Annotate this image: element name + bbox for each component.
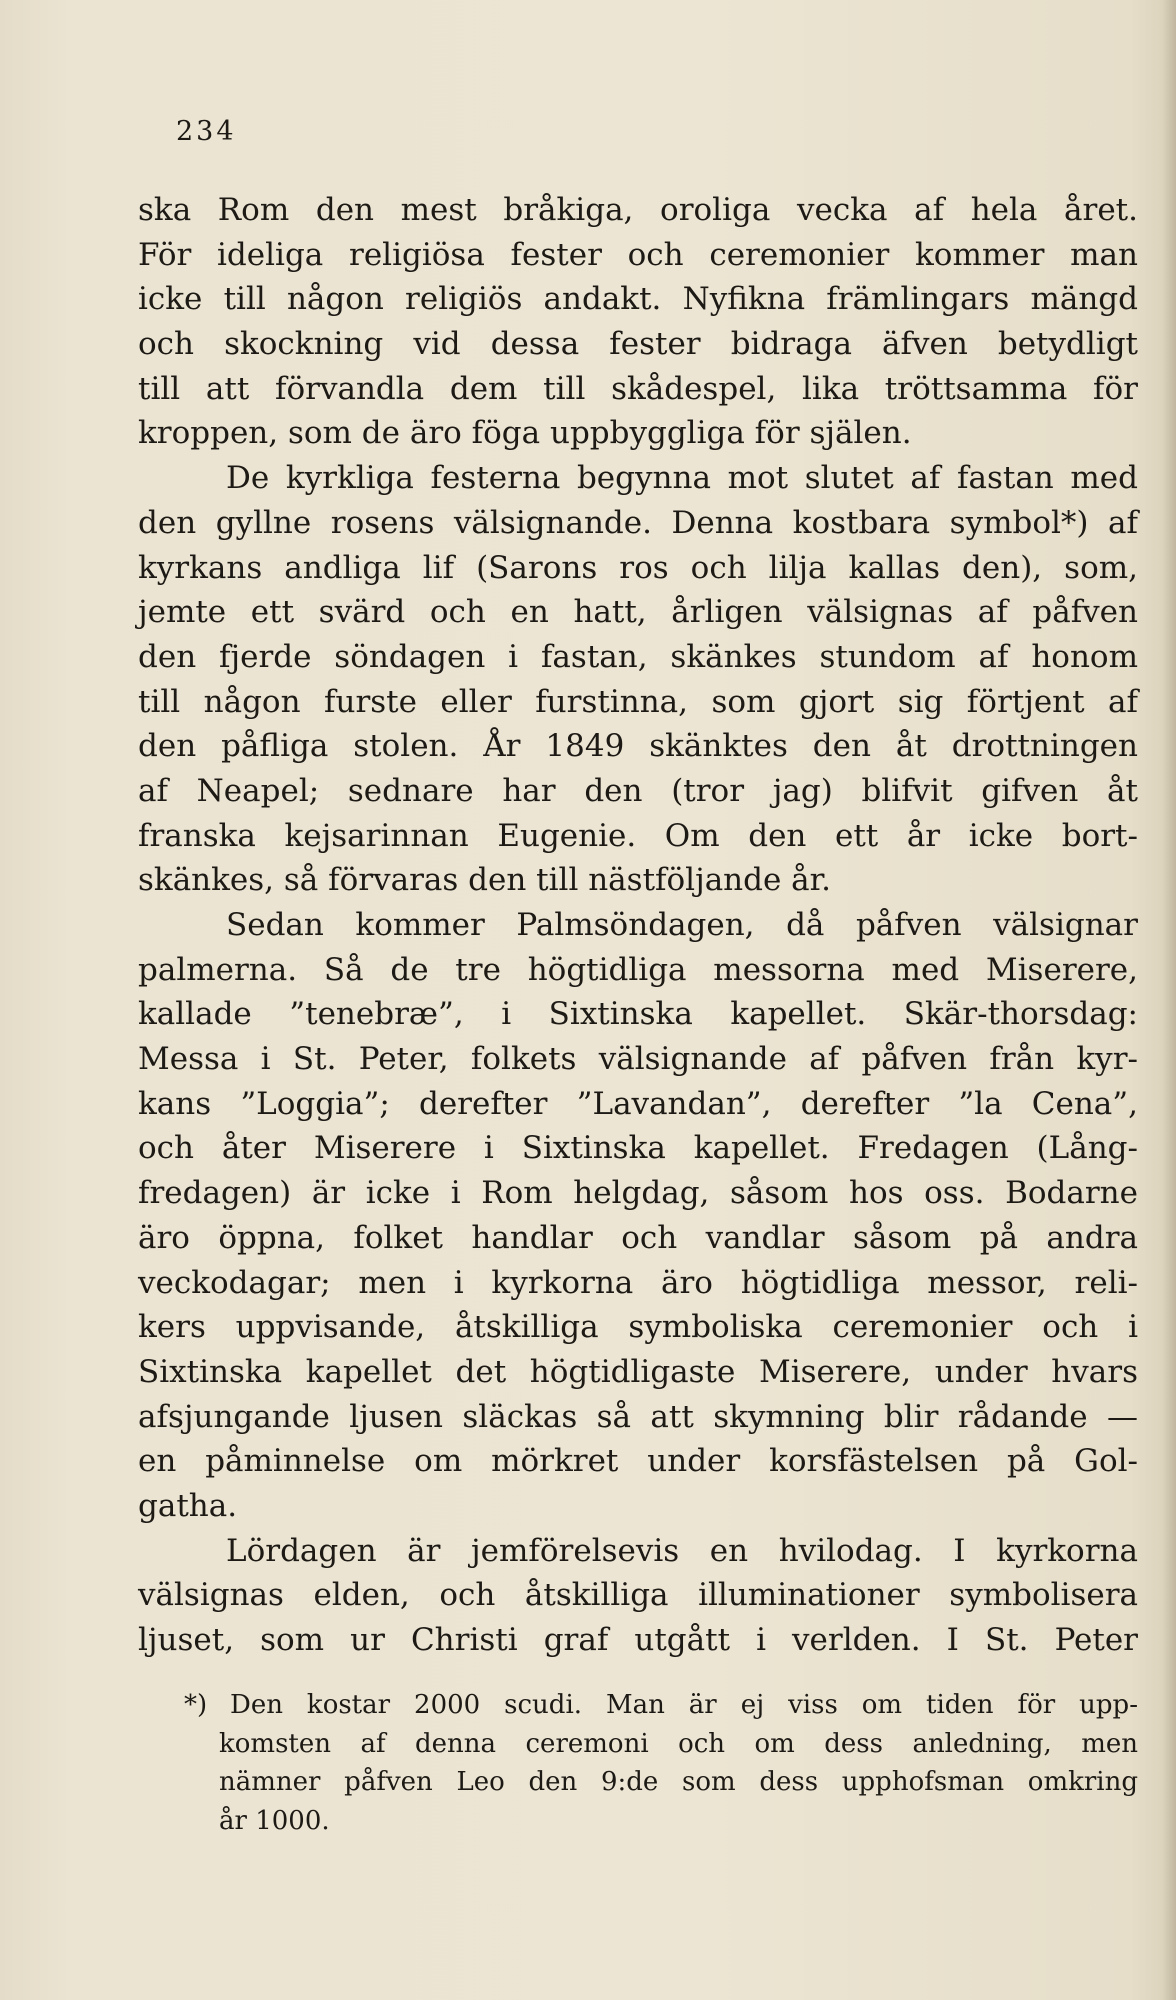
text-line: kers uppvisande, åtskilliga symboliska ceremonier och i xyxy=(138,1309,1138,1346)
text-line: af Neapel; sednare har den (tror jag) blifvit gifven åt xyxy=(138,772,1138,809)
text-line: palmerna. Så de tre högtidliga messorna med Miserere, xyxy=(138,951,1138,988)
text-line: icke till någon religiös andakt. Nyfikna främlingars mängd xyxy=(138,281,1138,318)
footnote-marker: *) xyxy=(184,1690,208,1720)
text-line: ljuset, som ur Christi graf utgått i verlden. I St. Peter xyxy=(138,1622,1138,1658)
text-line: veckodagar; men i kyrkorna äro högtidliga messor, reli- xyxy=(138,1264,1138,1301)
text-line: De kyrkliga festerna begynna mot slutet af fastan med xyxy=(226,460,1138,497)
text-line: Sedan kommer Palmsöndagen, då påfven välsignar xyxy=(226,907,1138,943)
text-line: till att förvandla dem till skådespel, lika tröttsamma för xyxy=(138,370,1138,407)
text-line: För ideliga religiösa fester och ceremonier kommer man xyxy=(138,236,1138,273)
text-line: en påminnelse om mörkret under korsfästelsen på Gol- xyxy=(138,1443,1138,1480)
text-line: den påfliga stolen. År 1849 skänktes den åt drottningen xyxy=(138,728,1138,765)
text-line: den fjerde söndagen i fastan, skänkes stundom af honom xyxy=(138,638,1138,675)
footnote-line: år 1000. xyxy=(219,1805,330,1836)
text-line: kroppen, som de äro föga uppbyggliga för själen. xyxy=(138,415,912,452)
footnote xyxy=(138,1686,1138,1840)
text-line: gatha. xyxy=(138,1487,238,1524)
page-number: 234 xyxy=(176,116,237,147)
footnote-text: Den kostar 2000 scudi. Man är ej viss om tiden för upp- xyxy=(230,1690,1138,1720)
text-line: afsjungande ljusen släckas så att skymning blir rådande — xyxy=(138,1398,1138,1435)
text-line: skänkes, så förvaras den till nästföljande år. xyxy=(138,862,831,899)
text-line: kyrkans andliga lif (Sarons ros och lilja kallas den), som, xyxy=(138,549,1138,586)
text-line: fredagen) är icke i Rom helgdag, såsom hos oss. Bodarne xyxy=(138,1175,1138,1212)
body-text xyxy=(138,188,1138,1663)
text-line: Messa i St. Peter, folkets välsignande af påfven från kyr- xyxy=(138,1041,1138,1078)
text-line: Sixtinska kapellet det högtidligaste Miserere, under hvars xyxy=(138,1353,1138,1390)
text-line: den gyllne rosens välsignande. Denna kostbara symbol*) af xyxy=(138,504,1138,541)
page-edge-shadow xyxy=(1162,0,1176,2000)
footnote-line: komsten af denna ceremoni och om dess anledning, men xyxy=(219,1728,1138,1759)
text-line: jemte ett svärd och en hatt, årligen välsignas af påfven xyxy=(138,594,1138,631)
text-line: till någon furste eller furstinna, som gjort sig förtjent af xyxy=(138,683,1138,720)
text-line: Lördagen är jemförelsevis en hvilodag. I kyrkorna xyxy=(226,1532,1138,1569)
text-line: och skockning vid dessa fester bidraga äfven betydligt xyxy=(138,326,1138,363)
text-line: kallade ”tenebræ”, i Sixtinska kapellet. Skär-thorsdag: xyxy=(138,996,1138,1033)
text-line: välsignas elden, och åtskilliga illuminationer symbolisera xyxy=(138,1577,1138,1614)
text-line: äro öppna, folket handlar och vandlar såsom på andra xyxy=(138,1219,1138,1256)
text-line: och åter Miserere i Sixtinska kapellet. Fredagen (Lång- xyxy=(138,1130,1138,1167)
footnote-line: nämner påfven Leo den 9:de som dess upphofsman omkring xyxy=(219,1767,1138,1797)
footnote-divider xyxy=(138,1655,318,1656)
text-line: ska Rom den mest bråkiga, oroliga vecka af hela året. xyxy=(138,192,1138,228)
footnote-line xyxy=(138,1686,1138,1725)
text-line: kans ”Loggia”; derefter ”Lavandan”, derefter ”la Cena”, xyxy=(138,1085,1138,1122)
text-line: franska kejsarinnan Eugenie. Om den ett år icke bort- xyxy=(138,817,1138,854)
